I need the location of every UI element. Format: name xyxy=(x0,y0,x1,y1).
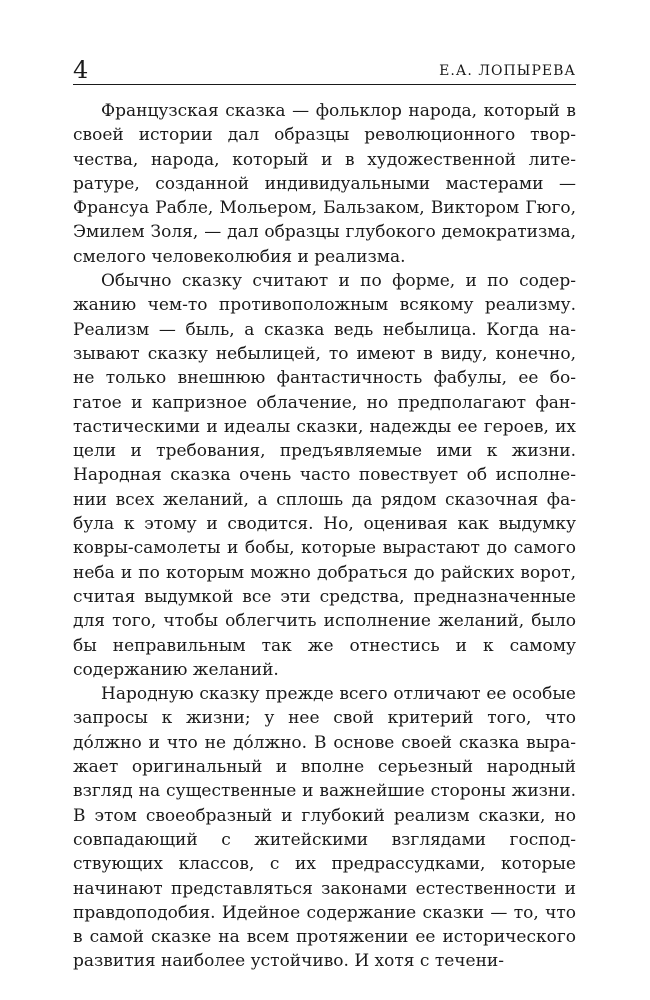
running-head-author: Е.А. ЛОПЫРЕВА xyxy=(439,63,576,79)
book-page xyxy=(73,58,576,974)
paragraph: Французская сказка — фольклор народа, который в своей истории дал образцы революционного творчества, народа, который и в художественной литературе, созданной индивидуальными мастерами — Франсуа Рабле, Мольером, Бальзаком, Виктором Гюго, Эмилем Золя, — дал образцы глубокого демократизма, смелого человеколюбия и реализма. xyxy=(73,101,576,267)
paragraph: Обычно сказку считают и по форме, и по содержанию чем-то противоположным всякому реализму. Реализм — быль, а сказка ведь небылица. Когда называют сказку небылицей, то имеют в виду, конечно, не только внешнюю фантастичность фабулы, ее богатое и капризное облачение, но предполагают фантастическими и идеалы сказки, надежды ее героев, их цели и требования, предъявляемые ими к жизни. Народная сказка очень часто повествует об исполнении всех желаний, а сплошь да рядом сказочная фабула к этому и сводится. Но, оценивая как выдумку ковры-самолеты и бобы, которые вырастают до самого неба и по которым можно добраться до райских ворот, считая выдумкой все эти средства, предназначенные для того, чтобы облегчить исполнение желаний, было бы неправильным так же отнестись и к самому содержанию желаний. xyxy=(73,271,576,680)
body-text xyxy=(73,99,576,974)
page-number: 4 xyxy=(73,56,89,84)
page-header xyxy=(73,58,576,85)
paragraph: Народную сказку прежде всего отличают ее особые запросы к жизни; у нее свой критерий того, что до́лжно и что не до́лжно. В основе своей сказка выражает оригинальный и вполне серьезный народный взгляд на существенные и важнейшие стороны жизни. В этом своеобразный и глубокий реализм сказки, но совпадающий с житейскими взглядами господствующих классов, с их предрассудками, которые начинают представляться законами естественности и правдоподобия. Идейное содержание сказки — то, что в самой сказке на всем протяжении ее исторического развития наиболее устойчиво. И хотя с течени- xyxy=(73,684,576,972)
